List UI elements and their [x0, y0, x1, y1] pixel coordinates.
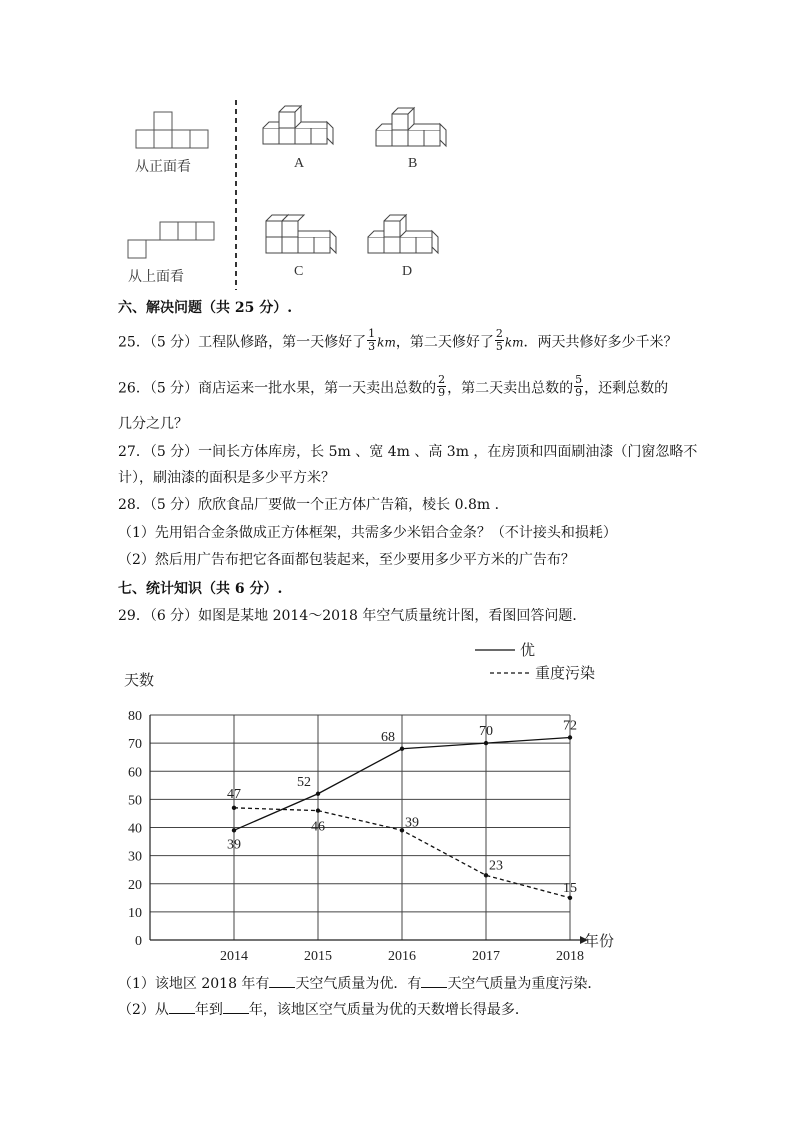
- q29-sub1-part-b: 天空气质量为优．有: [295, 976, 422, 992]
- option-b-label: B: [408, 156, 418, 171]
- x-tick-label: 2018: [556, 949, 584, 964]
- legend-label-heavy-pollution: 重度污染: [535, 666, 596, 682]
- q25-unit-1: km: [377, 335, 396, 350]
- answer-blank-3[interactable]: [169, 1001, 195, 1014]
- data-label: 47: [227, 786, 241, 802]
- y-tick-label: 0: [135, 934, 142, 949]
- question-29-line-1: 29．（6 分）如图是某地 2014～2018 年空气质量统计图，看图回答问题．: [118, 608, 587, 624]
- data-point: [484, 741, 488, 745]
- data-point: [316, 808, 320, 812]
- option-d-label: D: [402, 264, 413, 279]
- chart-ticks: [128, 709, 584, 964]
- chart-legend: [475, 642, 595, 682]
- front-view-label: 从正面看: [135, 160, 191, 175]
- section-7-title: 七、统计知识（共 6 分）.: [118, 581, 283, 597]
- y-axis-title: 天数: [124, 673, 155, 689]
- question-29-sub-2: [118, 1000, 529, 1020]
- legend-label-excellent: 优: [520, 643, 536, 659]
- q25-fraction-2: $\frac{2}{5}$: [495, 327, 503, 353]
- data-label: 23: [489, 858, 503, 874]
- data-point: [484, 873, 488, 877]
- question-27-line-1: 27．（5 分）一间长方体库房，长 5m 、宽 4m 、高 3m ，在房顶和四面刷油漆（门窗忽略不: [118, 444, 698, 460]
- top-view-label: 从上面看: [128, 270, 184, 285]
- q29-sub1-part-a: （1）该地区 2018 年有: [118, 976, 270, 992]
- option-a-label: A: [294, 156, 305, 171]
- answer-blank-4[interactable]: [223, 1001, 249, 1014]
- data-point: [568, 896, 572, 900]
- x-tick-label: 2014: [220, 949, 248, 964]
- data-label: 68: [381, 729, 395, 745]
- chart-axes: [150, 715, 588, 944]
- data-point: [316, 792, 320, 796]
- q29-sub2-part-a: （2）从: [118, 1002, 169, 1018]
- data-label: 39: [405, 815, 419, 831]
- x-axis-title: 年份: [584, 934, 615, 950]
- view-figures: [118, 95, 458, 295]
- section-6-title: 六、解决问题（共 25 分）.: [118, 300, 293, 316]
- q26-fraction-1: $\frac{2}{9}$: [438, 373, 446, 399]
- question-29-sub-1: [118, 974, 601, 994]
- y-tick-label: 50: [128, 793, 142, 809]
- question-26: [118, 373, 669, 401]
- data-label: 15: [563, 880, 577, 896]
- q29-sub2-part-c: 年，该地区空气质量为优的天数增长得最多．: [248, 1002, 529, 1018]
- q29-sub1-part-c: 天空气质量为重度污染．: [447, 976, 602, 992]
- x-tick-label: 2015: [304, 949, 332, 964]
- data-label: 46: [311, 819, 325, 835]
- data-point: [400, 828, 404, 832]
- y-tick-label: 10: [128, 905, 142, 921]
- y-tick-label: 20: [128, 877, 142, 893]
- y-tick-label: 40: [128, 821, 142, 837]
- q29-sub2-part-b: 年到: [194, 1002, 223, 1018]
- air-quality-chart: [110, 630, 650, 970]
- data-label: 72: [563, 718, 577, 734]
- top-view-figure: [128, 222, 214, 258]
- option-c-label: C: [294, 264, 304, 279]
- x-tick-label: 2017: [472, 949, 500, 964]
- data-point: [400, 747, 404, 751]
- data-label: 39: [227, 837, 241, 853]
- data-point: [232, 806, 236, 810]
- y-tick-label: 70: [128, 737, 142, 753]
- answer-blank-2[interactable]: [421, 975, 447, 988]
- option-c-figure: [266, 215, 336, 253]
- q25-fraction-1: $\frac{1}{3}$: [368, 327, 376, 353]
- q25-mid: ，第二天修好了: [395, 334, 494, 351]
- q26-prefix: 26．（5 分）商店运来一批水果，第一天卖出总数的: [118, 380, 437, 397]
- option-a-figure: [263, 106, 333, 144]
- chart-grid: [150, 715, 570, 940]
- question-25: [118, 327, 678, 355]
- q25-unit-2: km: [504, 335, 524, 350]
- option-d-figure: [368, 215, 438, 253]
- q26-suffix: ，还剩总数的: [584, 380, 669, 397]
- question-26-line-2: 几分之几？: [118, 416, 188, 432]
- q26-mid: ，第二天卖出总数的: [447, 380, 574, 397]
- y-tick-label: 80: [128, 709, 142, 724]
- data-label: 52: [297, 774, 311, 790]
- option-b-figure: [376, 108, 446, 146]
- x-tick-label: 2016: [388, 949, 416, 964]
- data-point: [232, 828, 236, 832]
- question-28-line-1: 28．（5 分）欣欣食品厂要做一个正方体广告箱，棱长 0.8m ．: [118, 497, 509, 513]
- q25-suffix: ．两天共修好多少千米？: [523, 334, 678, 351]
- question-28-sub-2: （2）然后用广告布把它各面都包装起来，至少要用多少平方米的广告布？: [118, 552, 575, 568]
- q25-prefix: 25．（5 分）工程队修路，第一天修好了: [118, 334, 367, 351]
- q26-fraction-2: $\frac{5}{9}$: [575, 373, 583, 399]
- question-28-sub-1: （1）先用铝合金条做成正方体框架，共需多少米铝合金条？（不计接头和损耗）: [118, 525, 617, 541]
- answer-blank-1[interactable]: [269, 975, 295, 988]
- data-label: 70: [479, 724, 493, 740]
- y-tick-label: 30: [128, 849, 142, 865]
- y-tick-label: 60: [128, 765, 142, 781]
- data-point: [568, 735, 572, 739]
- front-view-figure: [136, 112, 208, 148]
- question-27-line-2: 计），刷油漆的面积是多少平方米？: [118, 470, 335, 486]
